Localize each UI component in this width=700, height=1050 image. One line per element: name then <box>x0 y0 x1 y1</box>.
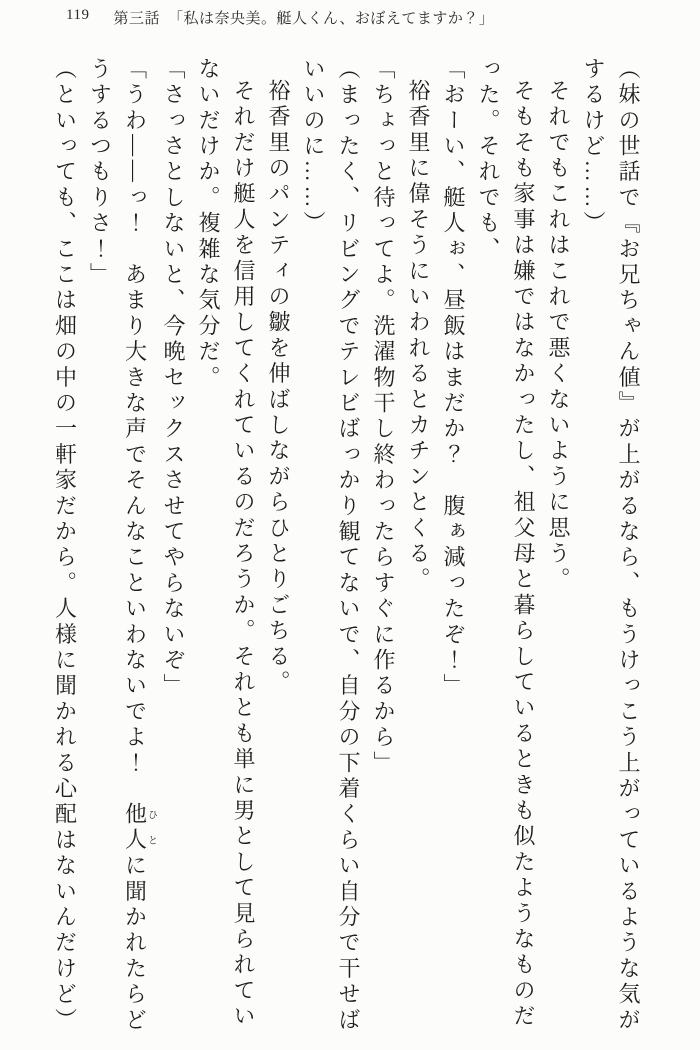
paragraph-text: 裕香里のパンティの皺を伸ばしながらひとりごちる。 <box>266 79 291 696</box>
paragraph-narration <box>471 57 541 1036</box>
chapter-title: 第三話 「私は奈央美。艇人くん、おぼえてますか？」 <box>113 11 495 27</box>
paragraph-narration <box>191 57 261 1036</box>
page-number: 119 <box>66 7 90 23</box>
paragraph-narration <box>261 57 296 1036</box>
furigana-reading: ひと <box>145 802 157 854</box>
paragraph-monologue <box>48 57 83 1036</box>
paragraph-dialogue <box>83 57 157 1036</box>
paragraph-text: （妹の世話で『お兄ちゃん値』が上がるなら、もうけっこう上がっているような気がするけど……） <box>581 57 641 1034</box>
paragraph-text: （といっても、ここは畑の中の一軒家だから。人様に聞かれる心配はないんだけど） <box>52 57 78 1034</box>
paragraph-dialogue <box>366 57 401 1036</box>
body-text <box>46 57 646 1036</box>
paragraph-narration <box>401 57 436 1036</box>
page-header <box>66 7 494 28</box>
paragraph-text: （まったく、リビングでテレビばっかり観てないで、自分の下着くらい自分で干せばいいのに……） <box>301 57 361 1034</box>
paragraph-text: 「さっさとしないと、今晩セックスさせてやらないぞ」 <box>161 57 186 700</box>
paragraph-dialogue <box>156 57 191 1036</box>
paragraph-monologue <box>576 57 646 1036</box>
paragraph-dialogue <box>436 57 471 1036</box>
paragraph-monologue <box>296 57 366 1036</box>
furigana-base: 他人 <box>122 802 148 854</box>
paragraph-text: 「ちょっと待ってよ。洗濯物干し終わったらすぐに作るから」 <box>371 57 396 777</box>
paragraph-narration <box>541 57 576 1036</box>
paragraph-text: 「おーい、艇人ぉ、昼飯はまだか？ 腹ぁ減ったぞ！」 <box>441 57 466 700</box>
furigana-word <box>122 802 157 854</box>
paragraph-text: 「うわ――っ！ あまり大きな声でそんなこといわないでよ！ <box>122 57 148 803</box>
paragraph-text: それだけ艇人を信用してくれているのだろうか。それとも単に男として見られていないだけか。複雑な気分だ。 <box>196 57 256 1030</box>
paragraph-text: そもそも家事は嫌ではなかったし、祖父母と暮らしているときも似たようなものだった。それでも、 <box>476 57 536 1030</box>
paragraph-text: 裕香里に偉そうにいわれるとカチンとくる。 <box>406 79 431 593</box>
paragraph-text: それでもこれはこれで悪くないように思う。 <box>546 79 571 593</box>
paragraph-text: に聞かれたらどうするつもりさ！」 <box>87 57 148 1034</box>
